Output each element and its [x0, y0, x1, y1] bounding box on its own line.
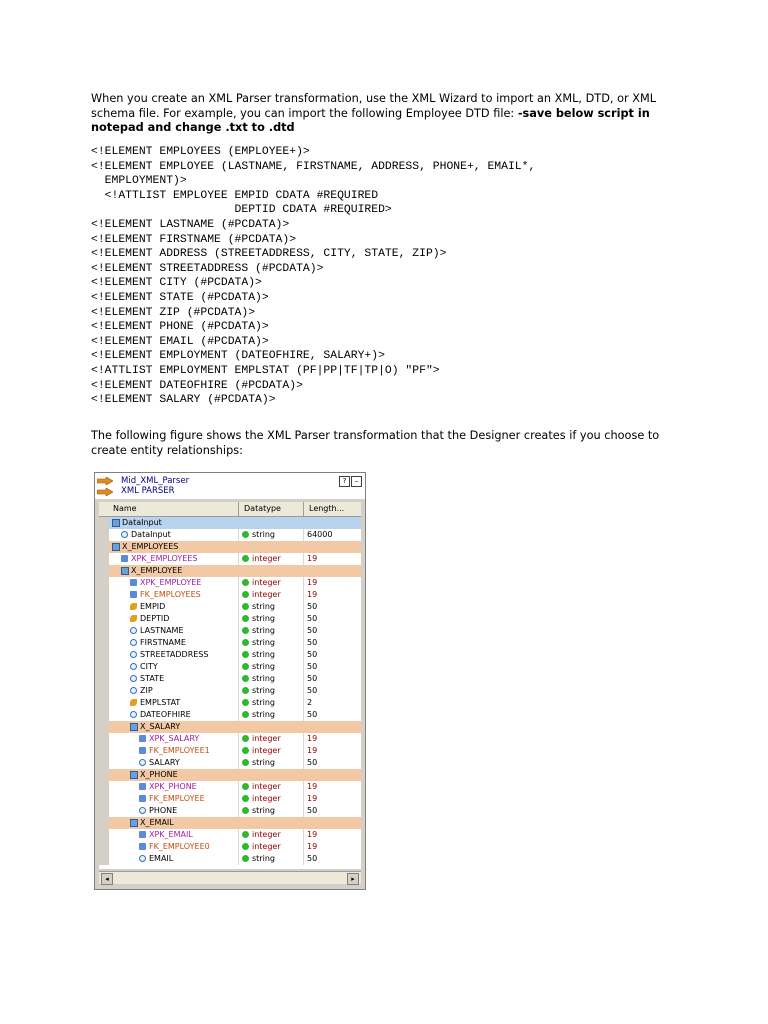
port-name: CITY [140, 662, 158, 671]
column-header-length[interactable]: Length... [309, 504, 345, 513]
code-line: <!ATTLIST EMPLOYEE EMPID CDATA #REQUIRED [91, 189, 379, 202]
row-gutter [99, 685, 109, 697]
row-gutter [99, 721, 109, 733]
row-gutter [99, 541, 109, 553]
port-name: FK_EMPLOYEE0 [149, 842, 210, 851]
datatype-dot-icon [242, 639, 249, 646]
port-datatype: string [252, 710, 275, 719]
port-circle-icon [139, 807, 146, 814]
column-header-datatype[interactable]: Datatype [244, 504, 281, 513]
datatype-dot-icon [242, 555, 249, 562]
datatype-dot-icon [242, 795, 249, 802]
port-name: X_PHONE [140, 770, 178, 779]
xml-parser-transformation-panel[interactable] [94, 472, 366, 890]
port-name: LASTNAME [140, 626, 184, 635]
port-circle-icon [130, 687, 137, 694]
datatype-dot-icon [242, 591, 249, 598]
port-datatype: string [252, 614, 275, 623]
port-length: 50 [307, 650, 318, 659]
code-line: <!ATTLIST EMPLOYMENT EMPLSTAT (PF|PP|TF|TP|O) "PF"> [91, 364, 440, 377]
port-row[interactable] [99, 541, 361, 553]
row-gutter [99, 649, 109, 661]
port-row[interactable] [99, 697, 361, 709]
port-name: XPK_EMPLOYEES [131, 554, 198, 563]
port-length: 50 [307, 602, 318, 611]
port-datatype: string [252, 626, 275, 635]
port-length: 19 [307, 590, 318, 599]
port-row[interactable] [99, 721, 361, 733]
transformation-type: XML PARSER [121, 486, 175, 496]
row-gutter [99, 589, 109, 601]
port-name: X_EMAIL [140, 818, 174, 827]
scroll-left-icon[interactable]: ◂ [101, 873, 113, 885]
datatype-dot-icon [242, 675, 249, 682]
code-line: <!ELEMENT EMPLOYMENT (DATEOFHIRE, SALARY+)> [91, 350, 385, 363]
row-gutter [99, 745, 109, 757]
port-length: 19 [307, 830, 318, 839]
port-name: XPK_EMAIL [149, 830, 193, 839]
port-row[interactable] [99, 793, 361, 805]
datatype-dot-icon [242, 783, 249, 790]
port-circle-icon [130, 651, 137, 658]
foreign-key-icon [139, 831, 146, 838]
port-name: STREETADDRESS [140, 650, 209, 659]
port-name: X_EMPLOYEE [131, 566, 183, 575]
port-name: STATE [140, 674, 165, 683]
port-datatype: string [252, 674, 275, 683]
key-icon [130, 615, 137, 622]
row-gutter [99, 601, 109, 613]
port-length: 50 [307, 626, 318, 635]
port-datatype: integer [252, 794, 281, 803]
port-circle-icon [130, 711, 137, 718]
port-grid [99, 517, 361, 869]
dtd-code-block [91, 145, 535, 408]
port-row[interactable] [99, 637, 361, 649]
row-gutter [99, 529, 109, 541]
port-length: 50 [307, 614, 318, 623]
port-row[interactable] [99, 625, 361, 637]
port-datatype: string [252, 650, 275, 659]
row-gutter [99, 697, 109, 709]
column-header-name[interactable]: Name [113, 504, 137, 513]
group-table-icon [130, 723, 138, 731]
port-datatype: string [252, 638, 275, 647]
port-length: 64000 [307, 530, 333, 539]
transformation-name: Mid_XML_Parser [121, 476, 190, 486]
datatype-dot-icon [242, 747, 249, 754]
datatype-dot-icon [242, 615, 249, 622]
port-circle-icon [130, 639, 137, 646]
transformation-arrows-icon [97, 476, 115, 498]
foreign-key-icon [139, 795, 146, 802]
row-gutter [99, 841, 109, 853]
port-datatype: integer [252, 842, 281, 851]
group-table-icon [112, 519, 120, 527]
datatype-dot-icon [242, 699, 249, 706]
group-table-icon [130, 771, 138, 779]
row-gutter [99, 793, 109, 805]
group-table-icon [112, 543, 120, 551]
port-circle-icon [139, 759, 146, 766]
port-datatype: string [252, 530, 275, 539]
intro-text: When you create an XML Parser transformation, use the XML Wizard to import an XML, DTD, or XML schema file. For example, you can import the following Employee DTD file: [91, 92, 657, 120]
foreign-key-icon [130, 579, 137, 586]
datatype-dot-icon [242, 531, 249, 538]
row-gutter [99, 517, 109, 529]
port-name: EMPID [140, 602, 166, 611]
port-circle-icon [130, 675, 137, 682]
datatype-dot-icon [242, 855, 249, 862]
port-length: 19 [307, 782, 318, 791]
datatype-dot-icon [242, 687, 249, 694]
port-row[interactable] [99, 613, 361, 625]
port-datatype: string [252, 854, 275, 863]
row-gutter [99, 757, 109, 769]
port-name: EMAIL [149, 854, 174, 863]
port-row[interactable] [99, 769, 361, 781]
port-datatype: string [252, 758, 275, 767]
row-gutter [99, 565, 109, 577]
foreign-key-icon [139, 747, 146, 754]
port-row[interactable] [99, 853, 361, 865]
port-datatype: integer [252, 782, 281, 791]
row-gutter [99, 673, 109, 685]
row-gutter [99, 805, 109, 817]
code-line: EMPLOYMENT)> [91, 175, 187, 188]
datatype-dot-icon [242, 843, 249, 850]
port-length: 50 [307, 806, 318, 815]
group-table-icon [130, 819, 138, 827]
port-circle-icon [121, 531, 128, 538]
code-line: <!ELEMENT LASTNAME (#PCDATA)> [91, 218, 290, 231]
port-length: 50 [307, 710, 318, 719]
intro-paragraph [91, 92, 691, 136]
port-row[interactable] [99, 553, 361, 565]
column-header-row [99, 502, 361, 517]
code-line: <!ELEMENT EMAIL (#PCDATA)> [91, 335, 269, 348]
port-row[interactable] [99, 589, 361, 601]
code-line: <!ELEMENT EMPLOYEES (EMPLOYEE+)> [91, 146, 310, 158]
port-row[interactable] [99, 745, 361, 757]
foreign-key-icon [130, 591, 137, 598]
port-datatype: integer [252, 734, 281, 743]
port-row[interactable] [99, 529, 361, 541]
intro-bold-instruction: -save below script in notepad and change .txt to .dtd [91, 106, 650, 134]
port-length: 19 [307, 734, 318, 743]
port-row[interactable] [99, 673, 361, 685]
code-line: <!ELEMENT STATE (#PCDATA)> [91, 291, 269, 304]
port-datatype: string [252, 806, 275, 815]
port-name: X_EMPLOYEES [122, 542, 179, 551]
scroll-right-icon[interactable]: ▸ [347, 873, 359, 885]
group-table-icon [121, 567, 129, 575]
row-gutter [99, 853, 109, 865]
port-datatype: string [252, 662, 275, 671]
port-row[interactable] [99, 829, 361, 841]
row-gutter [99, 553, 109, 565]
port-circle-icon [130, 663, 137, 670]
port-row[interactable] [99, 649, 361, 661]
datatype-dot-icon [242, 651, 249, 658]
port-name: DataInput [131, 530, 171, 539]
datatype-dot-icon [242, 627, 249, 634]
port-name: FIRSTNAME [140, 638, 186, 647]
port-name: SALARY [149, 758, 180, 767]
foreign-key-icon [139, 843, 146, 850]
port-length: 19 [307, 746, 318, 755]
datatype-dot-icon [242, 759, 249, 766]
key-icon [130, 699, 137, 706]
port-row[interactable] [99, 733, 361, 745]
port-length: 50 [307, 638, 318, 647]
port-row[interactable] [99, 781, 361, 793]
port-datatype: string [252, 698, 275, 707]
panel-title-bar[interactable] [95, 473, 365, 499]
port-name: X_SALARY [140, 722, 181, 731]
port-row[interactable] [99, 817, 361, 829]
port-row[interactable] [99, 709, 361, 721]
port-name: FK_EMPLOYEES [140, 590, 201, 599]
row-gutter [99, 829, 109, 841]
code-line: DEPTID CDATA #REQUIRED> [91, 204, 392, 217]
port-length: 19 [307, 794, 318, 803]
foreign-key-icon [121, 555, 128, 562]
port-circle-icon [130, 627, 137, 634]
row-gutter [99, 769, 109, 781]
row-gutter [99, 637, 109, 649]
port-name: XPK_PHONE [149, 782, 197, 791]
code-line: <!ELEMENT CITY (#PCDATA)> [91, 277, 262, 290]
port-datatype: string [252, 602, 275, 611]
port-length: 19 [307, 554, 318, 563]
datatype-dot-icon [242, 831, 249, 838]
row-gutter [99, 781, 109, 793]
port-datatype: integer [252, 578, 281, 587]
port-row[interactable] [99, 841, 361, 853]
port-circle-icon [139, 855, 146, 862]
port-name: EMPLSTAT [140, 698, 181, 707]
datatype-dot-icon [242, 807, 249, 814]
code-line: <!ELEMENT ADDRESS (STREETADDRESS, CITY, STATE, ZIP)> [91, 248, 447, 261]
port-name: PHONE [149, 806, 178, 815]
port-datatype: integer [252, 830, 281, 839]
row-gutter [99, 625, 109, 637]
horizontal-scrollbar[interactable] [99, 871, 361, 884]
port-length: 50 [307, 674, 318, 683]
port-length: 19 [307, 842, 318, 851]
port-length: 50 [307, 662, 318, 671]
port-row[interactable] [99, 565, 361, 577]
port-name: FK_EMPLOYEE1 [149, 746, 210, 755]
code-line: <!ELEMENT SALARY (#PCDATA)> [91, 394, 276, 407]
port-datatype: integer [252, 554, 281, 563]
port-datatype: integer [252, 590, 281, 599]
port-length: 50 [307, 758, 318, 767]
row-gutter [99, 709, 109, 721]
datatype-dot-icon [242, 663, 249, 670]
port-name: DATEOFHIRE [140, 710, 191, 719]
port-length: 50 [307, 854, 318, 863]
row-gutter [99, 817, 109, 829]
row-gutter [99, 577, 109, 589]
datatype-dot-icon [242, 579, 249, 586]
figure-caption-paragraph: The following figure shows the XML Parser transformation that the Designer creates if you choose to create entity relationships: [91, 429, 660, 457]
code-line: <!ELEMENT ZIP (#PCDATA)> [91, 306, 256, 319]
port-datatype: integer [252, 746, 281, 755]
foreign-key-icon [139, 783, 146, 790]
datatype-dot-icon [242, 603, 249, 610]
code-line: <!ELEMENT DATEOFHIRE (#PCDATA)> [91, 379, 303, 392]
port-row[interactable] [99, 805, 361, 817]
foreign-key-icon [139, 735, 146, 742]
port-row[interactable] [99, 577, 361, 589]
port-length: 19 [307, 578, 318, 587]
datatype-dot-icon [242, 711, 249, 718]
code-line: <!ELEMENT PHONE (#PCDATA)> [91, 321, 269, 334]
minimize-icon[interactable]: – [351, 476, 362, 487]
port-length: 50 [307, 686, 318, 695]
code-line: <!ELEMENT EMPLOYEE (LASTNAME, FIRSTNAME, ADDRESS, PHONE+, EMAIL*, [91, 160, 536, 173]
port-row[interactable] [99, 685, 361, 697]
port-row[interactable] [99, 517, 361, 529]
port-row[interactable] [99, 757, 361, 769]
port-name: DataInput [122, 518, 162, 527]
row-gutter [99, 661, 109, 673]
row-gutter [99, 613, 109, 625]
port-name: ZIP [140, 686, 153, 695]
code-line: <!ELEMENT FIRSTNAME (#PCDATA)> [91, 233, 297, 246]
datatype-dot-icon [242, 735, 249, 742]
port-name: XPK_SALARY [149, 734, 200, 743]
port-row[interactable] [99, 661, 361, 673]
port-row[interactable] [99, 601, 361, 613]
help-icon[interactable]: ? [339, 476, 350, 487]
row-gutter [99, 733, 109, 745]
port-name: DEPTID [140, 614, 170, 623]
port-datatype: string [252, 686, 275, 695]
port-length: 2 [307, 698, 313, 707]
code-line: <!ELEMENT STREETADDRESS (#PCDATA)> [91, 262, 324, 275]
port-name: FK_EMPLOYEE [149, 794, 205, 803]
key-icon [130, 603, 137, 610]
port-name: XPK_EMPLOYEE [140, 578, 202, 587]
